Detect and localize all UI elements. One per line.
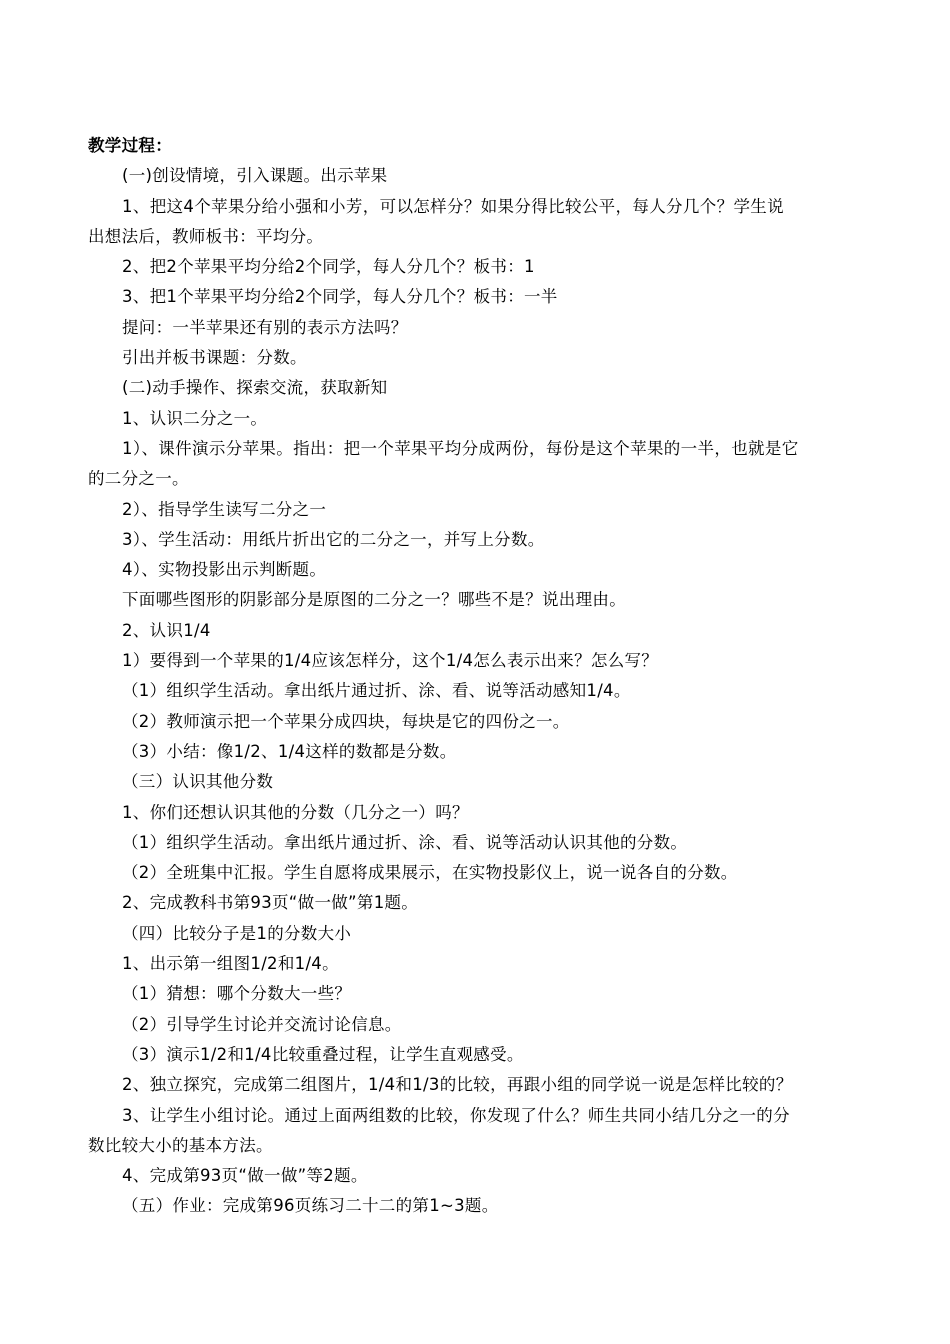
- paragraph-line: (二)动手操作、探索交流，获取新知: [122, 378, 388, 398]
- section-title: 教学过程：: [88, 136, 172, 155]
- paragraph-line: 1、把这4个苹果分给小强和小芳，可以怎样分？如果分得比较公平，每人分几个？学生说: [122, 196, 784, 216]
- paragraph-line: 提问：一半苹果还有别的表示方法吗？: [122, 317, 408, 337]
- paragraph-line: 3、把1个苹果平均分给2个同学，每人分几个？板书：一半: [122, 287, 558, 307]
- paragraph-line: （1）猜想：哪个分数大一些？: [122, 984, 352, 1004]
- paragraph-line: 数比较大小的基本方法。: [88, 1135, 273, 1155]
- document-body: [88, 131, 868, 1222]
- paragraph-line: (一)创设情境，引入课题。出示苹果: [122, 166, 388, 186]
- paragraph-line: （四）比较分子是1的分数大小: [122, 923, 352, 943]
- paragraph-line: （五）作业：完成第96页练习二十二的第1~3题。: [122, 1196, 499, 1216]
- paragraph-line: 引出并板书课题：分数。: [122, 348, 307, 368]
- paragraph-line: （1）组织学生活动。拿出纸片通过折、涂、看、说等活动感知1/4。: [122, 681, 631, 701]
- paragraph-line: 2、认识1/4: [122, 620, 211, 640]
- paragraph-line: 2、独立探究，完成第二组图片，1/4和1/3的比较，再跟小组的同学说一说是怎样比较的？: [122, 1075, 793, 1095]
- paragraph-line: 下面哪些图形的阴影部分是原图的二分之一？哪些不是？说出理由。: [122, 590, 626, 610]
- paragraph-line: 1、认识二分之一。: [122, 408, 268, 428]
- paragraph-line: 的二分之一。: [88, 469, 189, 489]
- paragraph-line: （2）引导学生讨论并交流讨论信息。: [122, 1014, 402, 1034]
- paragraph-line: 1、你们还想认识其他的分数（几分之一）吗？: [122, 802, 469, 822]
- paragraph-line: 2）、指导学生读写二分之一: [122, 499, 327, 519]
- paragraph-line: （三）认识其他分数: [122, 772, 274, 792]
- paragraph-line: 2、把2个苹果平均分给2个同学，每人分几个？板书：1: [122, 257, 535, 277]
- paragraph-line: （3）小结：像1/2、1/4这样的数都是分数。: [122, 741, 457, 761]
- paragraph-line: （1）组织学生活动。拿出纸片通过折、涂、看、说等活动认识其他的分数。: [122, 832, 688, 852]
- paragraph-line: 1）要得到一个苹果的1/4应该怎样分，这个1/4怎么表示出来？怎么写？: [122, 651, 659, 671]
- paragraph-line: （2）教师演示把一个苹果分成四块，每块是它的四份之一。: [122, 711, 570, 731]
- paragraph-line: 3）、学生活动：用纸片折出它的二分之一，并写上分数。: [122, 529, 545, 549]
- paragraph-line: （2）全班集中汇报。学生自愿将成果展示，在实物投影仪上，说一说各自的分数。: [122, 863, 738, 883]
- paragraph-line: 4）、实物投影出示判断题。: [122, 560, 327, 580]
- paragraph-line: 3、让学生小组讨论。通过上面两组数的比较，你发现了什么？师生共同小结几分之一的分: [122, 1105, 790, 1125]
- paragraph-line: 出想法后，教师板书：平均分。: [88, 226, 324, 246]
- paragraph-line: 1）、课件演示分苹果。指出：把一个苹果平均分成两份，每份是这个苹果的一半，也就是它: [122, 438, 799, 458]
- paragraph-line: 1、出示第一组图1/2和1/4。: [122, 954, 339, 974]
- paragraph-line: 4、完成第93页“做一做”等2题。: [122, 1166, 368, 1186]
- paragraph-line: （3）演示1/2和1/4比较重叠过程，让学生直观感受。: [122, 1044, 524, 1064]
- paragraph-line: 2、完成教科书第93页“做一做”第1题。: [122, 893, 419, 913]
